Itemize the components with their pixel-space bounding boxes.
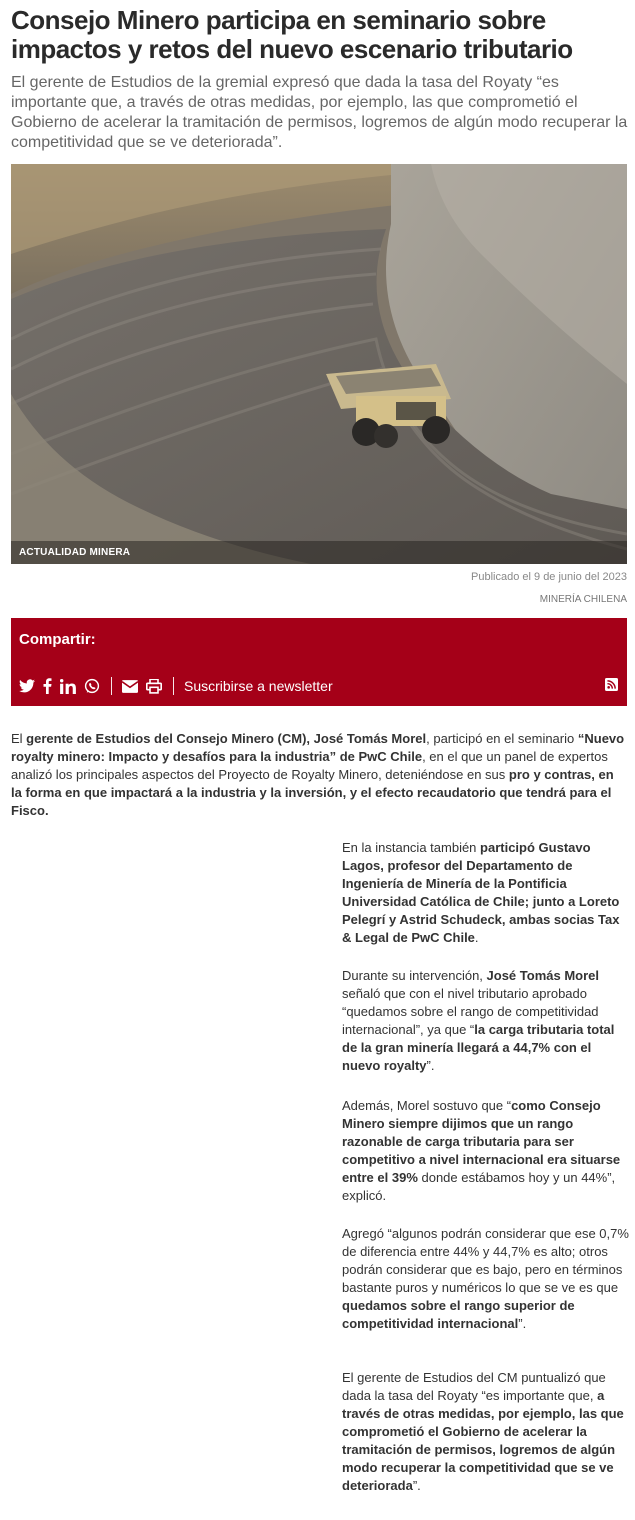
text-run: Agregó “algunos podrán considerar que ese 0,7% de diferencia entre 44% y 44,7% es alto; otros podrán considerar que es bajo, pero en términos bastante puros y numéricos lo que se ve es que bbox=[342, 1226, 629, 1295]
newsletter-link[interactable]: Suscribirse a newsletter bbox=[184, 678, 333, 694]
share-row bbox=[19, 676, 619, 696]
text-run: ”. bbox=[518, 1316, 527, 1331]
publish-date: Publicado el 9 de junio del 2023 bbox=[471, 571, 627, 583]
text-run: . bbox=[474, 930, 479, 945]
bold-run: gerente de Estudios del Consejo Minero (CM), José Tomás Morel bbox=[26, 731, 427, 746]
article-lead-paragraph bbox=[11, 730, 627, 820]
text-run: ”. bbox=[412, 1478, 421, 1493]
linkedin-icon[interactable] bbox=[60, 677, 76, 695]
share-title: Compartir: bbox=[19, 631, 96, 648]
twitter-icon[interactable] bbox=[19, 677, 35, 695]
text-run: El bbox=[11, 731, 27, 746]
article-paragraph bbox=[342, 1369, 630, 1495]
article-source[interactable]: MINERÍA CHILENA bbox=[539, 594, 627, 605]
share-divider bbox=[111, 677, 112, 695]
share-divider bbox=[173, 677, 174, 695]
text-run: El gerente de Estudios del CM puntualizó que dada la tasa del Royaty “es importante que, bbox=[342, 1370, 606, 1403]
rss-icon[interactable] bbox=[605, 678, 618, 696]
text-run: , participó en el seminario bbox=[426, 731, 578, 746]
article-hero-image bbox=[11, 164, 627, 564]
whatsapp-icon[interactable] bbox=[84, 677, 100, 695]
article-paragraph bbox=[342, 1097, 630, 1205]
share-box bbox=[11, 618, 627, 706]
article-title: Consejo Minero participa en seminario sobre impactos y retos del nuevo escenario tributario bbox=[11, 5, 573, 64]
text-run: donde estábamos hoy y un 44%”, explicó. bbox=[342, 1170, 616, 1203]
bold-run: a través de otras medidas, por ejemplo, las que comprometió el Gobierno de acelerar la tramitación de permisos, logremos de algún modo recuperar la competitividad que se ve deteriorada bbox=[342, 1388, 624, 1493]
email-icon[interactable] bbox=[122, 677, 138, 695]
bold-run: quedamos sobre el rango superior de competitividad internacional bbox=[342, 1298, 575, 1331]
article-subtitle: El gerente de Estudios de la gremial expresó que dada la tasa del Royaty “es importante que, a través de otras medidas, por ejemplo, las que comprometió el Gobierno de acelerar la tramitación de permisos, logremos de algún modo recuperar la competitividad que se ve deteriorada”. bbox=[11, 74, 628, 151]
bold-run: “Nuevo royalty minero: Impacto y desafíos para la industria” de PwC Chile bbox=[11, 731, 625, 764]
bold-run: como Consejo Minero siempre dijimos que un rango razonable de carga tributaria para ser competitivo a nivel internacional era situarse entre el 39% bbox=[342, 1098, 621, 1185]
bold-run: participó Gustavo Lagos, profesor del Departamento de Ingeniería de Minería de la Pontificia Universidad Católica de Chile; junto a Loreto Pelegrí y Astrid Schudeck, ambas socias Tax & Legal de PwC Chile bbox=[342, 840, 620, 945]
article-paragraph bbox=[342, 967, 630, 1075]
text-run: Además, Morel sostuvo que “ bbox=[342, 1098, 512, 1113]
article-paragraph bbox=[342, 1225, 630, 1333]
bold-run: la carga tributaria total de la gran minería llegará a 44,7% con el nuevo royalty bbox=[342, 1022, 615, 1073]
print-icon[interactable] bbox=[146, 677, 162, 695]
text-run: , en el que un panel de expertos analizó los principales aspectos del Proyecto de Royalty Minero, deteniéndose en sus bbox=[11, 749, 608, 782]
image-caption: ACTUALIDAD MINERA bbox=[19, 547, 131, 558]
bold-run: José Tomás Morel bbox=[486, 968, 599, 983]
article-paragraph bbox=[342, 839, 630, 947]
facebook-icon[interactable] bbox=[43, 677, 52, 695]
bold-run: pro y contras, en la forma en que impactará a la industria y la inversión, y el efecto recaudatorio que tendrá para el Fisco. bbox=[11, 767, 614, 818]
text-run: señaló que con el nivel tributario aprobado “quedamos sobre el rango de competitividad internacional”, ya que “ bbox=[342, 986, 599, 1037]
text-run: Durante su intervención, bbox=[342, 968, 487, 983]
mine-truck-photo bbox=[11, 164, 627, 564]
text-run: En la instancia también bbox=[342, 840, 481, 855]
text-run: ”. bbox=[426, 1058, 435, 1073]
